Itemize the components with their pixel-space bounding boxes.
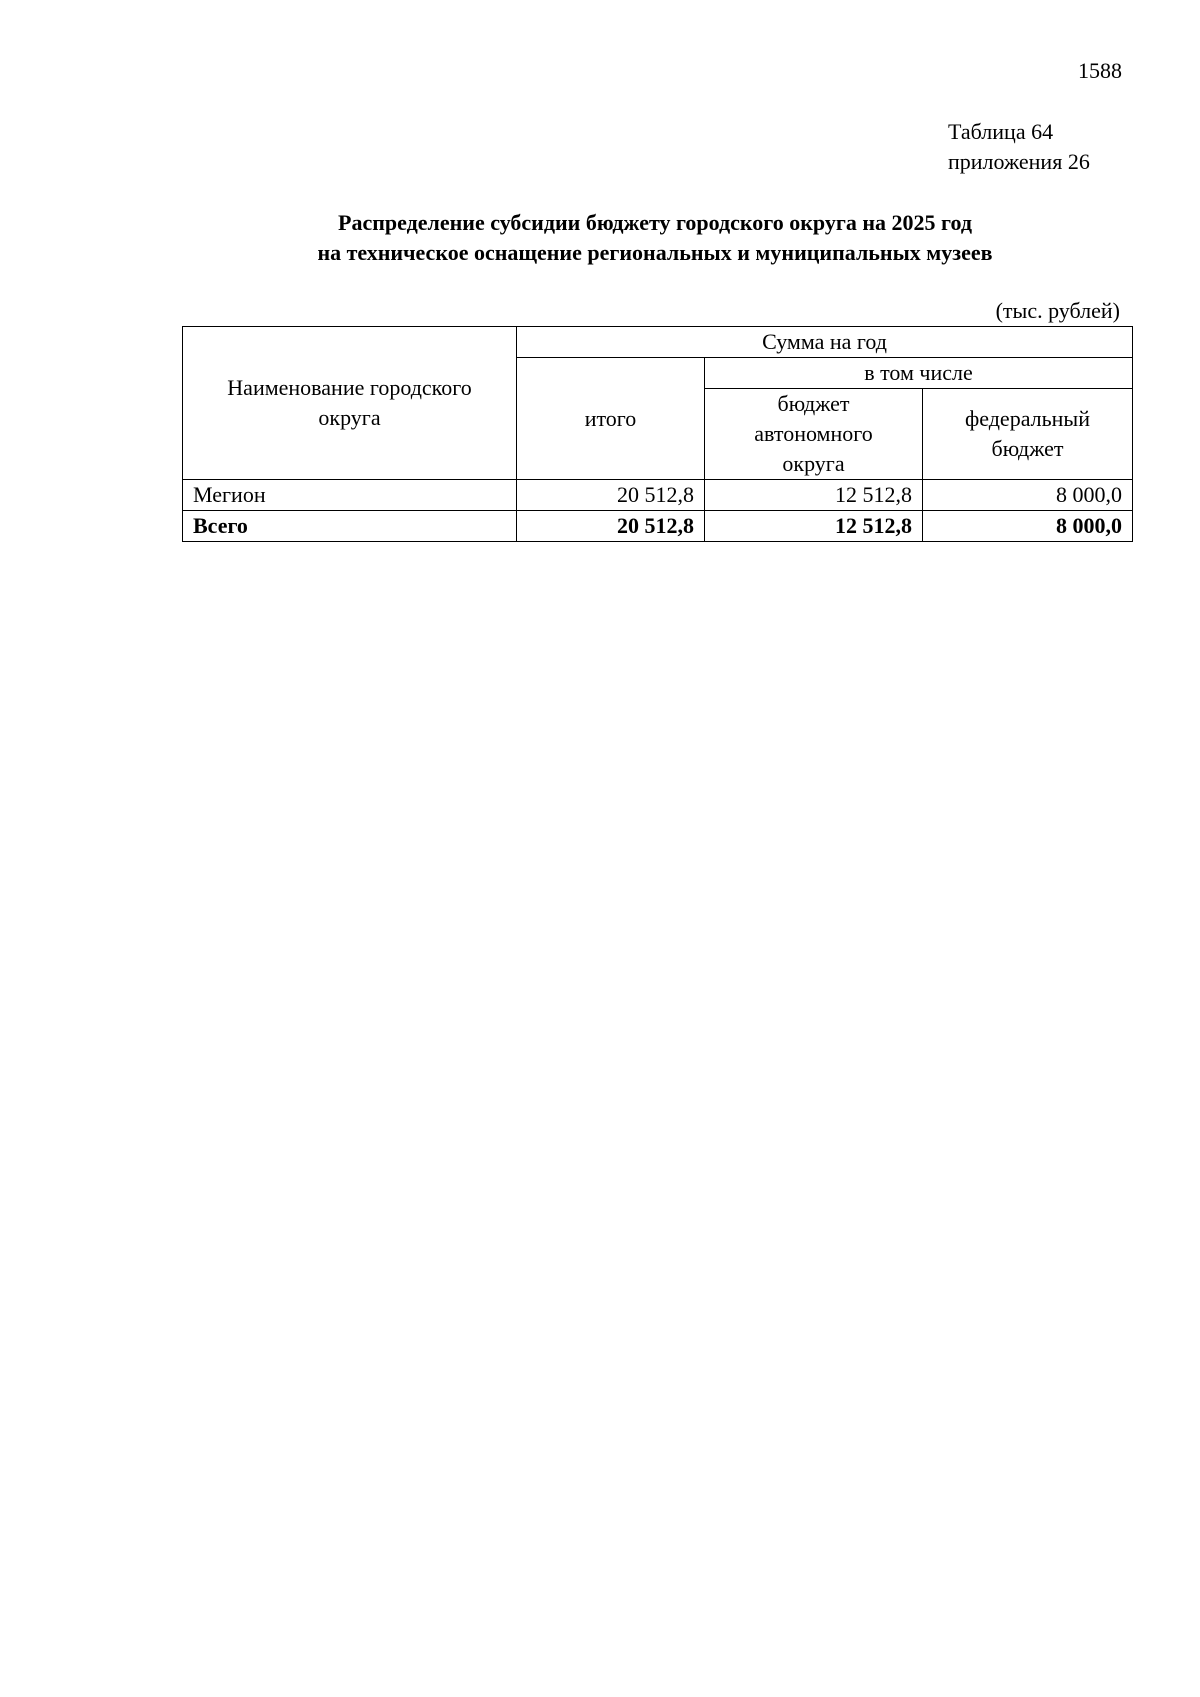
header-name-line2: округа [318, 405, 381, 430]
document-title-line2: на техническое оснащение региональных и муниципальных музеев [317, 240, 993, 265]
header-including: в том числе [705, 358, 1133, 389]
document-title [180, 208, 1130, 268]
header-name-column [183, 327, 517, 480]
row-federal: 8 000,0 [923, 480, 1133, 511]
table-reference [948, 117, 1090, 177]
row-name: Мегион [183, 480, 517, 511]
table-reference-line2: приложения 26 [948, 149, 1090, 174]
unit-label: (тыс. рублей) [995, 298, 1120, 323]
header-federal-budget [923, 389, 1133, 480]
totals-federal: 8 000,0 [923, 511, 1133, 542]
table-reference-line1: Таблица 64 [948, 119, 1054, 144]
table-row [183, 480, 1133, 511]
row-total: 20 512,8 [517, 480, 705, 511]
header-row-1 [183, 327, 1133, 358]
totals-name: Всего [183, 511, 517, 542]
subsidy-table [182, 326, 1133, 542]
page-number: 1588 [1078, 58, 1122, 83]
row-autonomous: 12 512,8 [705, 480, 923, 511]
header-autonomous-budget [705, 389, 923, 480]
header-sum-year: Сумма на год [517, 327, 1133, 358]
header-federal-line2: бюджет [991, 436, 1064, 461]
header-autonomous-line3: округа [782, 451, 845, 476]
document-title-line1: Распределение субсидии бюджету городского округа на 2025 год [338, 210, 972, 235]
header-autonomous-line1: бюджет [777, 391, 850, 416]
totals-total: 20 512,8 [517, 511, 705, 542]
header-autonomous-line2: автономного [754, 421, 873, 446]
header-name-line1: Наименование городского [227, 375, 472, 400]
totals-row [183, 511, 1133, 542]
header-total: итого [517, 358, 705, 480]
header-federal-line1: федеральный [965, 406, 1090, 431]
totals-autonomous: 12 512,8 [705, 511, 923, 542]
